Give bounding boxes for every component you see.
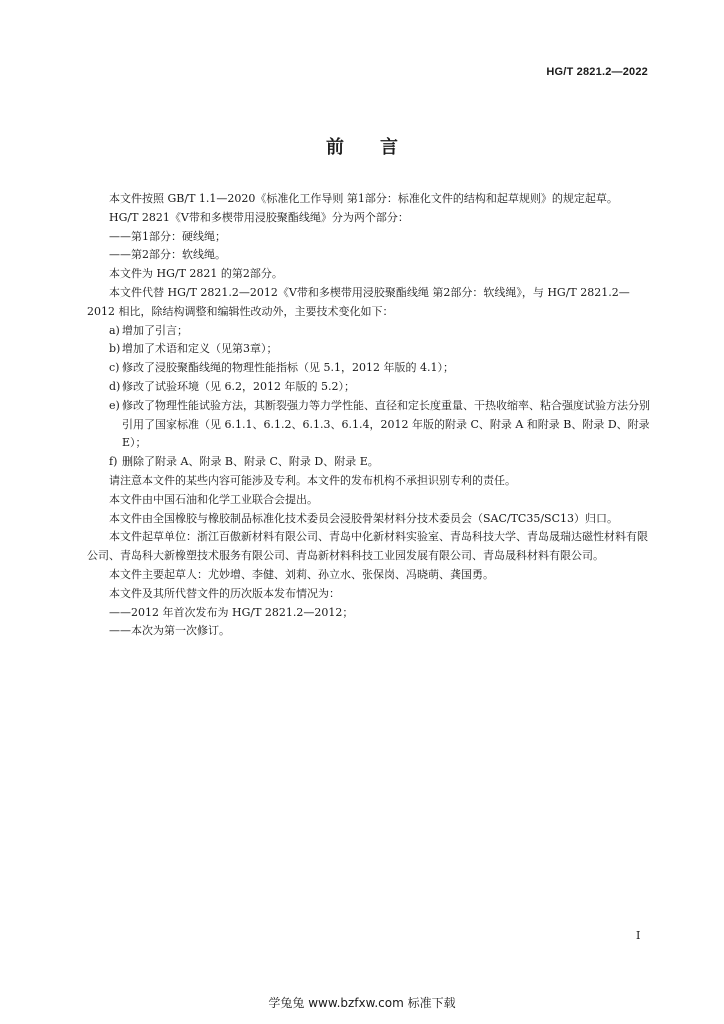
paragraph-drafting-units: 本文件起草单位：浙江百傲新材料有限公司、青岛中化新材料实验室、青岛科技大学、青岛晟瑞达磁性材料有限公司、青岛科大新橡塑技术服务有限公司、青岛新材料科技工业园发展有限公司、青岛晟科材料有限公司。 bbox=[87, 530, 648, 563]
paragraph-this-part: 本文件为 HG/T 2821 的第2部分。 bbox=[109, 267, 283, 281]
foreword-body bbox=[87, 190, 650, 641]
standard-code: HG/T 2821.2—2022 bbox=[546, 66, 648, 78]
change-label: a) bbox=[109, 323, 120, 337]
paragraph-patent-notice: 请注意本文件的某些内容可能涉及专利。本文件的发布机构不承担识别专利的责任。 bbox=[109, 473, 516, 487]
paragraph-drafting-rules: 本文件按照 GB/T 1.1—2020《标准化工作导则 第1部分：标准化文件的结构和起草规则》的规定起草。 bbox=[109, 192, 618, 205]
paragraph-under-jurisdiction: 本文件由全国橡胶与橡胶制品标准化技术委员会浸胶骨架材料分技术委员会（SAC/TC35/SC13）归口。 bbox=[109, 511, 619, 525]
change-text: 增加了引言； bbox=[122, 323, 188, 337]
change-item-e bbox=[87, 397, 650, 453]
list-item-part-1: ——第1部分：硬线绳； bbox=[109, 229, 226, 243]
change-label: f) bbox=[109, 455, 118, 469]
paragraph-drafters: 本文件主要起草人：尤妙增、李健、刘莉、孙立水、张保岗、冯晓萌、龚国勇。 bbox=[109, 567, 494, 581]
paragraph-replaces: 本文件代替 HG/T 2821.2—2012《V带和多楔带用浸胶聚酯线绳 第2部分：软线绳》，与 HG/T 2821.2—2012 相比，除结构调整和编辑性改动外，主要技术变化如下： bbox=[87, 285, 630, 318]
change-text: 修改了物理性能试验方法，其断裂强力等力学性能、直径和定长度重量、干热收缩率、粘合强度试验方法分别引用了国家标准（见 6.1.1、6.1.2、6.1.3、6.1.4，2012 年版的附录 C、附录 A 和附录 B、附录 D、附录 E）； bbox=[122, 398, 650, 450]
list-item-history-current: ——本次为第一次修订。 bbox=[109, 624, 230, 638]
change-label: e) bbox=[109, 398, 120, 412]
change-label: b) bbox=[109, 342, 121, 356]
change-text: 修改了浸胶聚酯线绳的物理性能指标（见 5.1，2012 年版的 4.1）； bbox=[122, 361, 454, 375]
paragraph-parts-intro: HG/T 2821《V带和多楔带用浸胶聚酯线绳》分为两个部分： bbox=[109, 210, 409, 224]
change-item-a bbox=[87, 322, 650, 341]
page-number: I bbox=[636, 929, 641, 942]
change-item-f bbox=[87, 453, 650, 472]
change-text: 删除了附录 A、附录 B、附录 C、附录 D、附录 E。 bbox=[122, 455, 379, 469]
change-item-d bbox=[87, 378, 650, 397]
change-item-b bbox=[87, 340, 650, 359]
list-item-history-2012: ——2012 年首次发布为 HG/T 2821.2—2012； bbox=[109, 605, 354, 619]
paragraph-history-intro: 本文件及其所代替文件的历次版本发布情况为： bbox=[109, 586, 340, 600]
page-title: 前言 bbox=[326, 137, 434, 158]
change-label: c) bbox=[109, 361, 120, 375]
paragraph-proposed-by: 本文件由中国石油和化学工业联合会提出。 bbox=[109, 492, 318, 506]
change-text: 修改了试验环境（见 6.2，2012 年版的 5.2）； bbox=[122, 379, 355, 393]
change-text: 增加了术语和定义（见第3章）； bbox=[122, 342, 278, 356]
footer-watermark: 学兔兔 www.bzfxw.com 标准下载 bbox=[268, 996, 456, 1010]
list-item-part-2: ——第2部分：软线绳。 bbox=[109, 248, 226, 262]
change-label: d) bbox=[109, 379, 121, 393]
change-item-c bbox=[87, 359, 650, 378]
